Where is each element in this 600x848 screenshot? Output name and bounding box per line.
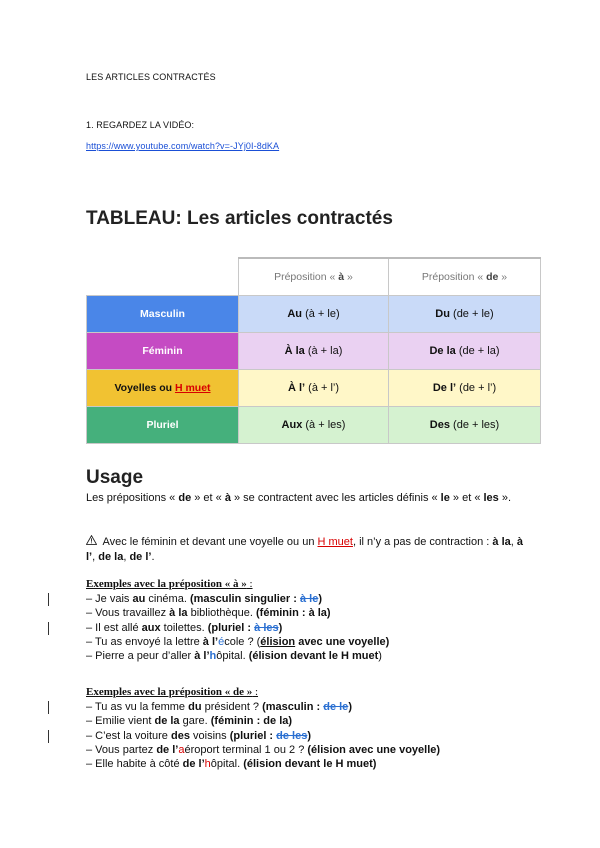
list-item: – Tu as envoyé la lettre à l’école ? (élision avec une voyelle) xyxy=(86,635,390,648)
table-header-row xyxy=(87,258,541,295)
warning-note: Avec le féminin et devant une voyelle ou un H muet, il n’y a pas de contraction : à la, à l’, de la, de l’. xyxy=(86,536,523,563)
margin-mark xyxy=(48,593,49,606)
label-masculin: Masculin xyxy=(87,295,239,332)
label-pluriel: Pluriel xyxy=(87,406,239,443)
margin-mark xyxy=(48,622,49,635)
document-title: LES ARTICLES CONTRACTÉS xyxy=(86,72,216,82)
usage-paragraph: Les prépositions « de » et « à » se contractent avec les articles définis « le » et « les ». xyxy=(86,492,512,504)
list-item: – Je vais au cinéma. (masculin singulier : à le) xyxy=(86,593,323,605)
list-item: – Il est allé aux toilettes. (pluriel : à les) xyxy=(86,621,283,634)
list-item: – Emilie vient de la gare. (féminin : de la) xyxy=(86,715,293,728)
usage-heading: Usage xyxy=(86,467,144,488)
row-voyelles xyxy=(87,369,541,406)
table-heading: TABLEAU: Les articles contractés xyxy=(86,208,393,229)
list-item: – Elle habite à côté de l’hôpital. (élision devant le H muet) xyxy=(86,758,377,771)
row-pluriel xyxy=(87,406,541,443)
h-muet-link[interactable]: H muet xyxy=(317,536,353,548)
cell-voyelles-de: De l’ (de + l’) xyxy=(389,369,541,406)
list-item: – Vous partez de l’aéroport terminal 1 ou 2 ? (élision avec une voyelle) xyxy=(86,743,441,756)
cell-pluriel-de: Des (de + les) xyxy=(389,406,541,443)
cell-feminin-a: À la (à + la) xyxy=(239,332,389,369)
examples-de-title: Exemples avec la préposition « de » : xyxy=(86,686,259,698)
articles-table xyxy=(86,257,541,444)
examples-a-title: Exemples avec la préposition « à » : xyxy=(86,578,253,590)
examples-de-list xyxy=(86,700,440,771)
row-feminin xyxy=(87,332,541,369)
cell-feminin-de: De la (de + la) xyxy=(389,332,541,369)
cell-masculin-a: Au (à + le) xyxy=(239,295,389,332)
header-preposition-de: Préposition « de » xyxy=(389,258,541,295)
cell-pluriel-a: Aux (à + les) xyxy=(239,406,389,443)
header-empty-cell xyxy=(87,258,239,295)
h-muet-link[interactable]: H muet xyxy=(174,381,211,394)
list-item: – C’est la voiture des voisins (pluriel : de les) xyxy=(86,729,312,742)
cell-masculin-de: Du (de + le) xyxy=(389,295,541,332)
examples-a-list xyxy=(86,592,389,663)
row-masculin xyxy=(87,295,541,332)
video-link[interactable]: https://www.youtube.com/watch?v=-JYj0I-8dKA xyxy=(86,141,280,151)
list-item: – Vous travaillez à la bibliothèque. (féminin : à la) xyxy=(86,607,331,620)
step-1-heading: 1. REGARDEZ LA VIDÉO: xyxy=(86,120,195,130)
label-voyelles: Voyelles ou H muet xyxy=(87,369,239,406)
list-item: – Tu as vu la femme du président ? (masculin : de le) xyxy=(86,701,352,713)
header-preposition-a: Préposition « à » xyxy=(239,258,389,295)
cell-voyelles-a: À l’ (à + l’) xyxy=(239,369,389,406)
list-item: – Pierre a peur d’aller à l’hôpital. (élision devant le H muet) xyxy=(86,650,382,663)
margin-mark xyxy=(48,730,49,743)
label-feminin: Féminin xyxy=(87,332,239,369)
warning-icon xyxy=(86,535,100,550)
margin-mark xyxy=(48,701,49,714)
